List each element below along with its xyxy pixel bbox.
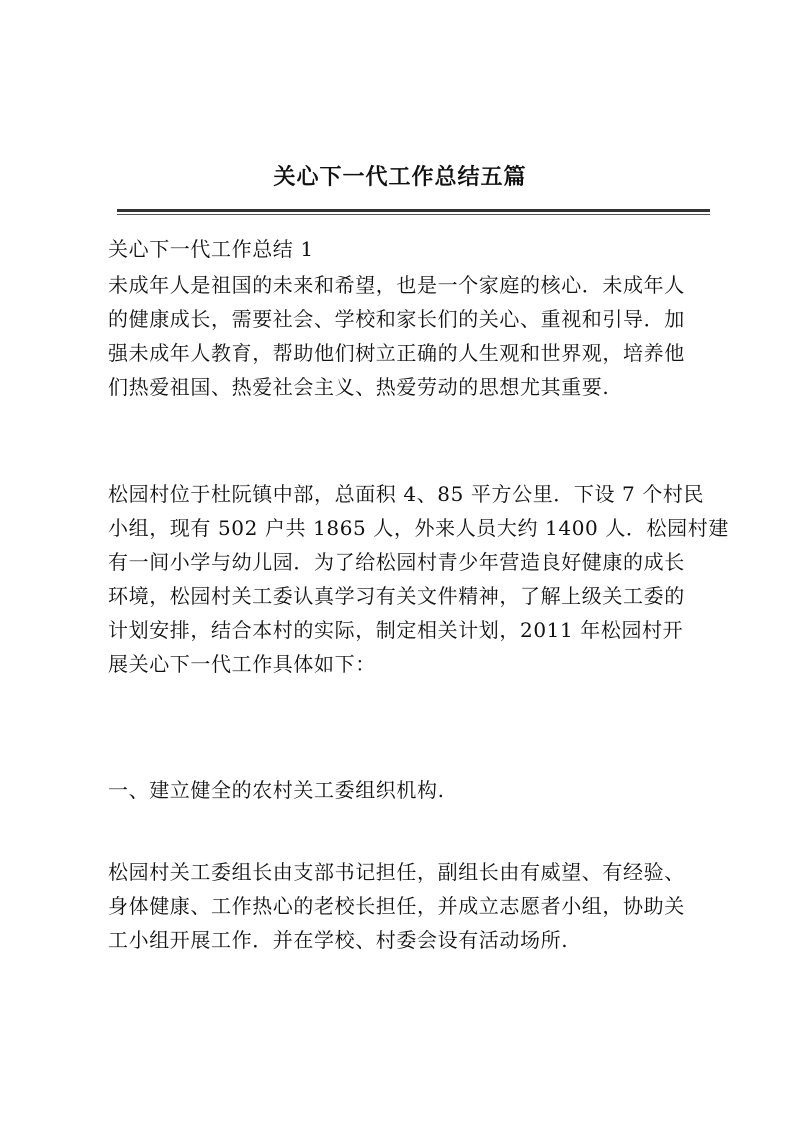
paragraph-line: 环境，松园村关工委认真学习有关文件精神，了解上级关工委的 — [108, 584, 685, 608]
paragraph-line: 计划安排，结合本村的实际，制定相关计划，2011 年松园村开 — [108, 618, 684, 642]
section-heading: 关心下一代工作总结 1 — [108, 237, 314, 261]
document-title: 关心下一代工作总结五篇 — [273, 164, 527, 190]
paragraph-4 — [108, 855, 712, 957]
title-divider — [117, 209, 710, 212]
paragraph-line: 松园村位于杜阮镇中部，总面积 4、85 平方公里．下设 7 个村民 — [108, 482, 705, 506]
paragraph-line: 有一间小学与幼儿园．为了给松园村青少年营造良好健康的成长 — [108, 550, 685, 574]
paragraph-line: 展关心下一代工作具体如下： — [108, 652, 376, 676]
paragraph-line: 小组，现有 502 户共 1865 人，外来人员大约 1400 人．松园村建 — [108, 516, 729, 540]
paragraph-line: 的健康成长，需要社会、学校和家长们的关心、重视和引导．加 — [108, 307, 685, 331]
paragraph-line: 工小组开展工作．并在学校、村委会设有活动场所. — [108, 928, 569, 952]
paragraph-line: 们热爱祖国、热爱社会主义、热爱劳动的思想尤其重要. — [108, 375, 610, 399]
paragraph-line: 一、建立健全的农村关工委组织机构. — [108, 778, 445, 802]
paragraph-1 — [108, 268, 712, 404]
paragraph-line: 松园村关工委组长由支部书记担任，副组长由有威望、有经验、 — [108, 860, 685, 884]
paragraph-line: 未成年人是祖国的未来和希望，也是一个家庭的核心．未成年人 — [108, 273, 685, 297]
paragraph-3 — [108, 773, 712, 807]
paragraph-line: 身体健康、工作热心的老校长担任，并成立志愿者小组，协助关 — [108, 894, 685, 918]
paragraph-2 — [108, 477, 729, 681]
title-divider-thin — [117, 214, 710, 215]
paragraph-line: 强未成年人教育，帮助他们树立正确的人生观和世界观，培养他 — [108, 341, 685, 365]
